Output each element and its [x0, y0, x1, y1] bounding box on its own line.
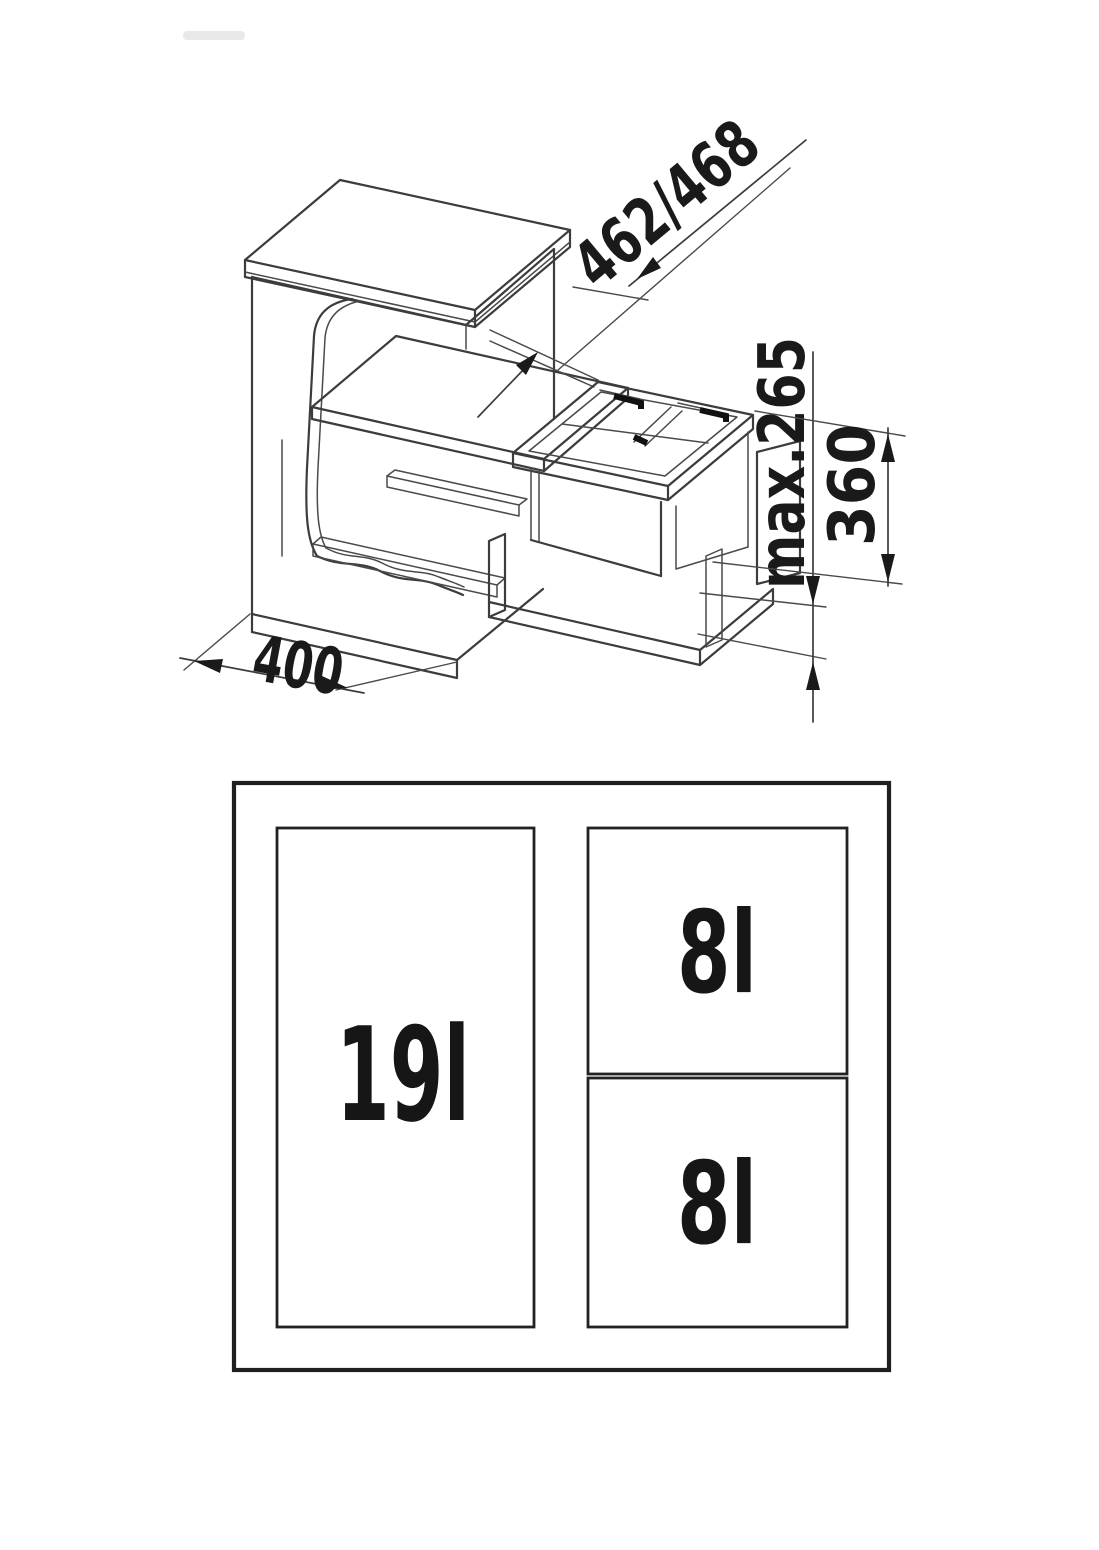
- bin-8l-bottom-label: 8l: [677, 1138, 757, 1270]
- runner-rail: [387, 470, 527, 516]
- cabinet-countertop: [245, 180, 570, 327]
- plan-outline: [234, 783, 889, 1370]
- bin-19l-label: 19l: [336, 999, 470, 1151]
- dimension-max-height-label: max.265: [746, 279, 820, 589]
- dimension-depth: [558, 59, 830, 370]
- dimension-unit-height-label: 360: [816, 412, 890, 546]
- dimension-width-label: 400: [247, 621, 392, 720]
- bottom-rail: [313, 537, 505, 597]
- dimension-max-height: [698, 279, 826, 722]
- lid-grip-right: [700, 410, 726, 422]
- capacity-plan: [234, 783, 889, 1370]
- dimension-depth-label: 462/468: [559, 59, 830, 304]
- bin-8l-top-label: 8l: [677, 887, 757, 1019]
- isometric-drawing: [180, 59, 905, 722]
- divider-cap: [634, 437, 647, 443]
- scan-artifact: [183, 31, 245, 40]
